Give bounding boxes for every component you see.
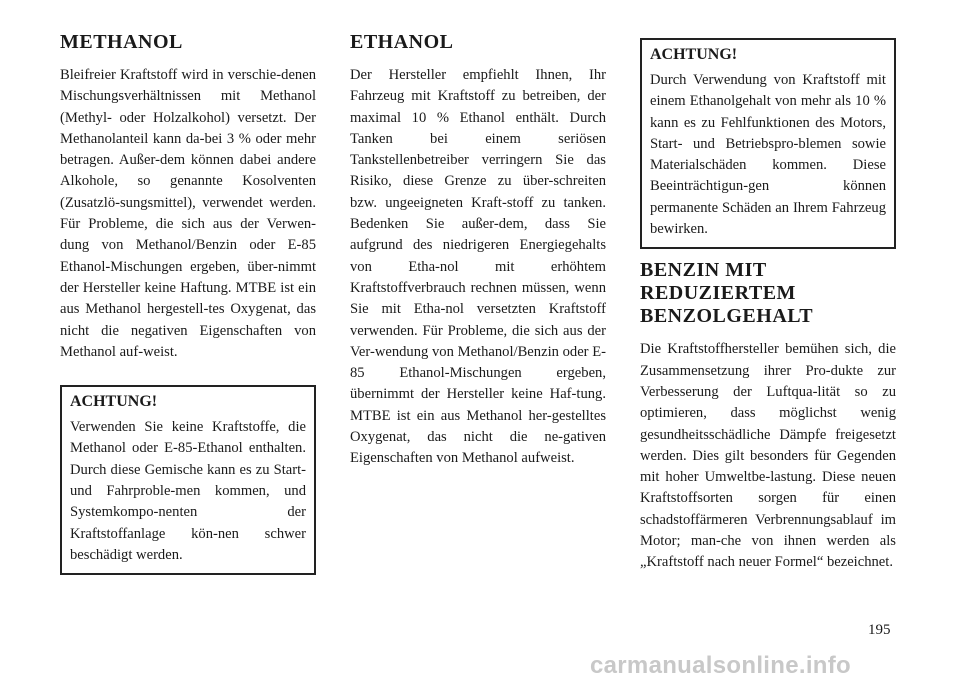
heading-methanol: METHANOL [60, 31, 183, 53]
paragraph-methanol: Bleifreier Kraftstoff wird in verschie-denen Mischungsverhältnissen mit Methanol (Methyl- oder Holzalkohol) versetzt. Der Methanolanteil kann da-bei 3 % oder mehr betragen. Außer-dem können dabei andere Alkohole, so genannte Kosolventen (Zusatzlö-sungsmittel), verwendet werden. Für Probleme, die sich aus der Verwen-dung von Methanol/Benzin oder E-85 Ethanol-Mischungen ergeben, über-nimmt der Hersteller keine Haftung. MTBE ist ein aus Methanol hergestell-tes Oxygenat, das nicht die negativen Eigenschaften von Methanol auf-weist. [60, 67, 316, 360]
warning-text: Durch Verwendung von Kraftstoff mit einem Ethanolgehalt von mehr als 10 % kann es zu Fehlfunktionen des Motors, Start- und Betriebspro-blemen sowie Materialschäden kommen. Diese Beeinträchtigun-gen können permanente Schäden an Ihrem Fahrzeug bewirken. [650, 72, 886, 238]
heading-benzol [640, 259, 896, 328]
paragraph-ethanol: Der Hersteller empfiehlt Ihnen, Ihr Fahrzeug mit Kraftstoff zu betreiben, der maximal 10 % Ethanol enthält. Durch Tanken bei einem seriösen Tankstellenbetreiber verringern Sie das Risiko, diese Grenze zu über-schreiten bzw. ungeeigneten Kraft-stoff zu tanken. Bedenken Sie außer-dem, dass Sie aufgrund des niedrigeren Energiegehalts von Etha-nol mit erhöhtem Kraftstoffverbrauch rechnen müssen, wenn Sie mit Etha-nol versetzten Kraftstoff verwenden. Für Probleme, die sich aus der Ver-wendung von Methanol/Benzin oder E-85 Ethanol-Mischungen ergeben, übernimmt der Hersteller keine Haf-tung. MTBE ist ein aus Methanol her-gestelltes Oxygenat, das nicht die ne-gativen Eigenschaften von Methanol aufweist. [350, 67, 606, 467]
heading-ethanol: ETHANOL [350, 31, 454, 53]
watermark: carmanualsonline.info [590, 652, 852, 679]
warning-title: ACHTUNG! [70, 393, 158, 411]
warning-text: Verwenden Sie keine Kraftstoffe, die Methanol oder E-85-Ethanol enthalten. Durch diese Gemische kann es zu Start- und Fahrproble-men kommen, und Systemkompo-nenten der Kraftstoffanlage kön-nen schwer beschädigt werden. [70, 419, 306, 563]
heading-line: REDUZIERTEM [640, 282, 796, 305]
page-number: 195 [868, 622, 891, 638]
column-benzol [640, 38, 896, 574]
warning-box-methanol [60, 385, 316, 575]
paragraph-benzol: Die Kraftstoffhersteller bemühen sich, die Zusammensetzung ihrer Pro-dukte zur Verbesserung der Luftqua-lität so zu optimieren, dass möglichst wenig gesundheitsschädliche Dämpfe freigesetzt werden. Dies gilt besonders für Gegenden mit hoher Umweltbe-lastung. Diese neuen Kraftstoffsorten sorgen für einen schadstoffärmeren Verbrennungsablauf im Motor; man-che von ihnen werden als „Kraftstoff nach neuer Formel“ bezeichnet. [640, 341, 896, 571]
column-ethanol [350, 30, 606, 470]
column-methanol [60, 30, 316, 575]
heading-line: BENZOLGEHALT [640, 305, 814, 328]
warning-box-ethanol [640, 38, 896, 249]
heading-line: BENZIN MIT [640, 259, 767, 282]
warning-title: ACHTUNG! [650, 46, 738, 63]
